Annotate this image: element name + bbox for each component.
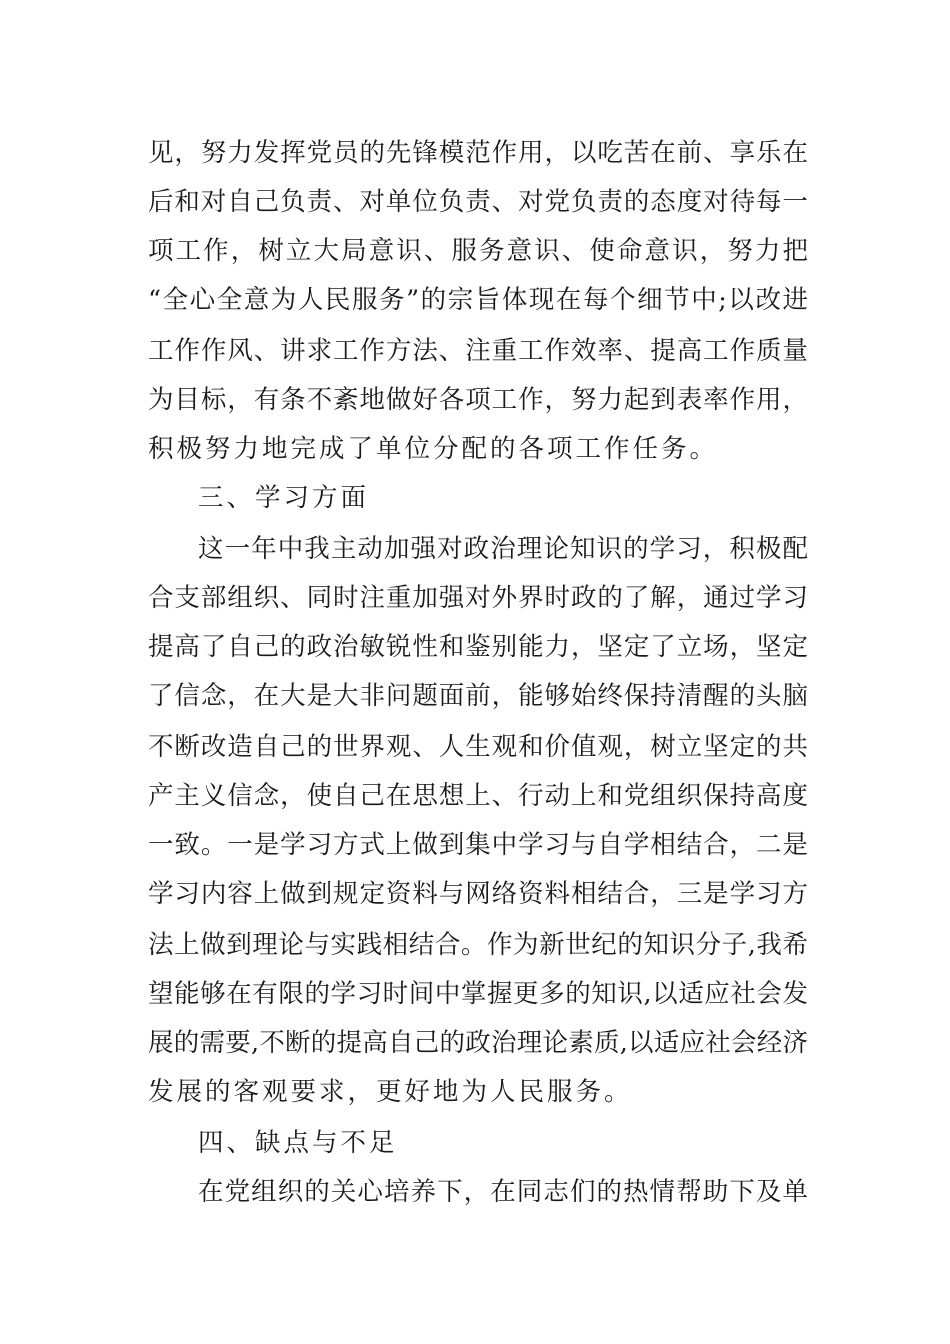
- text-line: “全心全意为人民服务”的宗旨体现在每个细节中;以改进: [148, 285, 808, 315]
- text-line: 产主义信念，使自己在思想上、行动上和党组织保持高度: [148, 781, 808, 811]
- text-line: 展的需要,不断的提高自己的政治理论素质,以适应社会经济: [148, 1028, 808, 1058]
- paragraph-first-line: 在党组织的关心培养下，在同志们的热情帮助下及单: [198, 1177, 808, 1207]
- text-line: 工作作风、讲求工作方法、注重工作效率、提高工作质量: [148, 336, 808, 366]
- text-line: 法上做到理论与实践相结合。作为新世纪的知识分子,我希: [148, 930, 808, 960]
- text-line: 后和对自己负责、对单位负责、对党负责的态度对待每一: [148, 187, 808, 217]
- text-line: 了信念，在大是大非问题面前，能够始终保持清醒的头脑: [148, 681, 808, 711]
- text-line: 不断改造自己的世界观、人生观和价值观，树立坚定的共: [148, 732, 808, 762]
- paragraph-end-line: 发展的客观要求，更好地为人民服务。: [148, 1077, 633, 1107]
- text-line: 学习内容上做到规定资料与网络资料相结合，三是学习方: [148, 879, 808, 909]
- text-line: 见，努力发挥党员的先锋模范作用，以吃苦在前、享乐在: [148, 138, 808, 168]
- text-line: 一致。一是学习方式上做到集中学习与自学相结合，二是: [148, 830, 808, 860]
- section-heading-study: 三、学习方面: [198, 483, 370, 513]
- text-line: 望能够在有限的学习时间中掌握更多的知识,以适应社会发: [148, 979, 808, 1009]
- section-heading-shortcomings: 四、缺点与不足: [198, 1128, 398, 1158]
- text-line: 项工作，树立大局意识、服务意识、使命意识，努力把: [148, 236, 808, 266]
- text-line: 提高了自己的政治敏锐性和鉴别能力，坚定了立场，坚定: [148, 632, 808, 662]
- text-line: 合支部组织、同时注重加强对外界时政的了解，通过学习: [148, 583, 808, 613]
- paragraph-end-line: 积极努力地完成了单位分配的各项工作任务。: [148, 434, 719, 464]
- text-line: 为目标，有条不紊地做好各项工作，努力起到表率作用，: [148, 385, 808, 415]
- paragraph-first-line: 这一年中我主动加强对政治理论知识的学习，积极配: [198, 534, 808, 564]
